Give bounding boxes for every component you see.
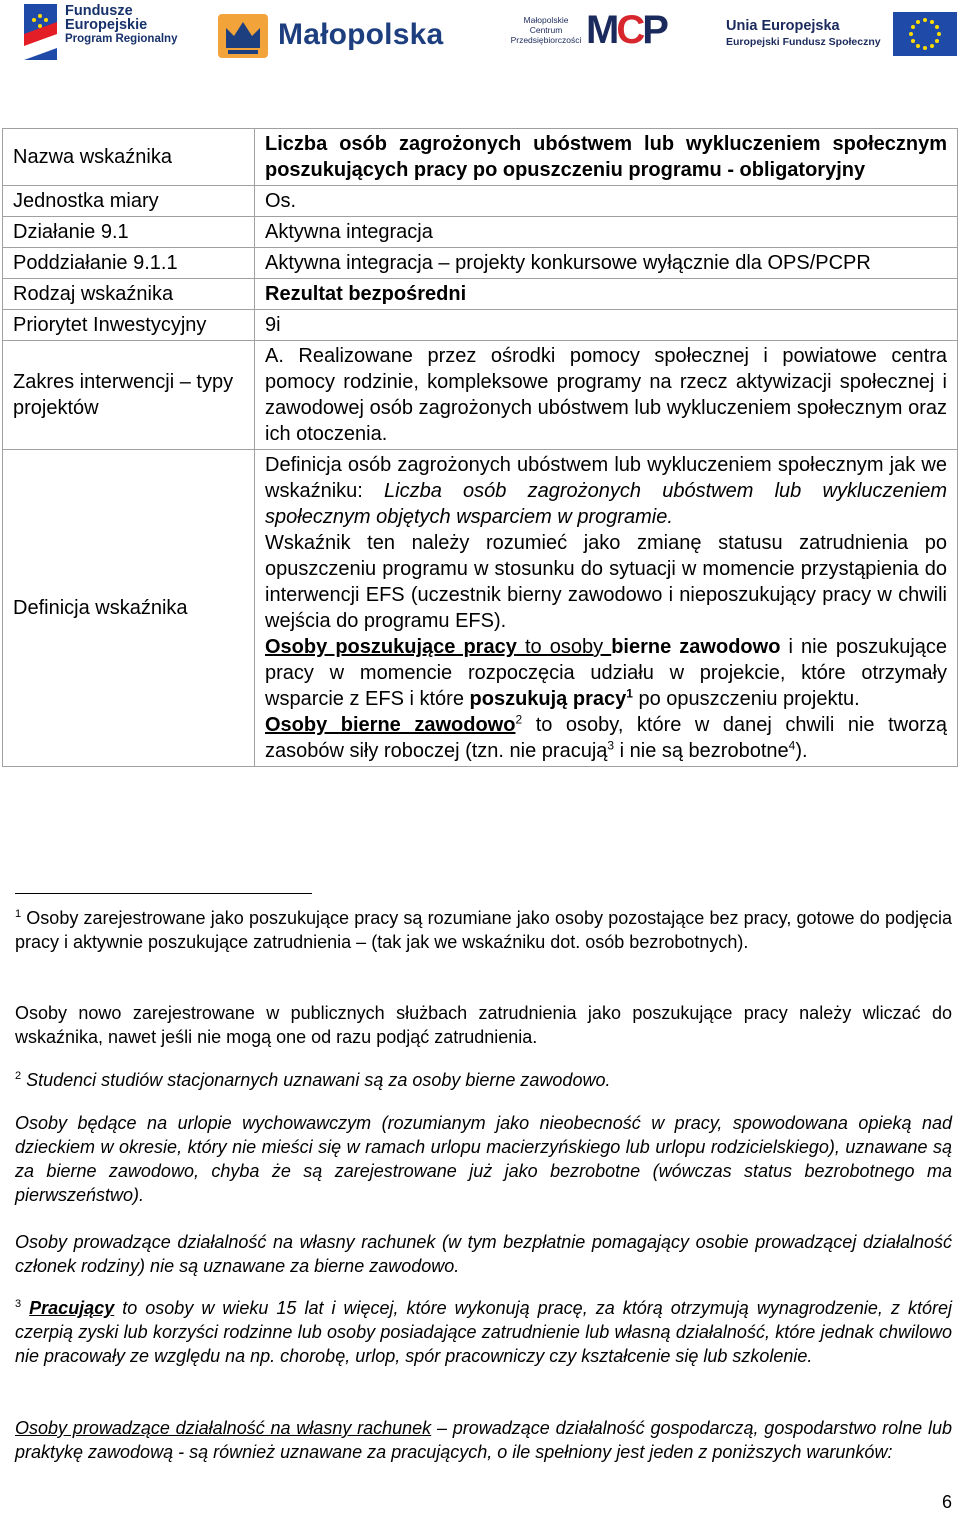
logo-header <box>0 0 960 70</box>
footnote-1b: Osoby nowo zarejestrowane w publicznych służbach zatrudnienia jako poszukujące pracy należy wliczać do wskaźnika, nawet jeśli nie mogą one od razu podjąć zatrudnienia. <box>15 1003 952 1047</box>
table-row <box>3 129 958 186</box>
scope-value: A. Realizowane przez ośrodki pomocy społecznej i powiatowe centra pomocy rodzinie, kompleksowe programy na rzecz aktywizacji społecznej i zawodowej osób zagrożonych ubóstwem lub wykluczeniem społecznym oraz ich otoczenia. <box>255 341 958 450</box>
table-row <box>3 248 958 279</box>
term-job-seekers: Osoby poszukujące pracy <box>265 636 517 658</box>
footnote-2c: Osoby prowadzące działalność na własny rachunek (w tym bezpłatnie pomagający osobie prowadzącej działalność członek rodziny) nie są uznawane za bierne zawodowo. <box>15 1232 952 1276</box>
definition-paragraph-3: Osoby poszukujące pracy to osoby bierne zawodowo i nie poszukujące pracy w momencie rozpoczęcia udziału w projekcie, które otrzymały wsparcie z EFS i które poszukują pracy$^1$ po opuszczeniu projektu. <box>265 636 948 710</box>
footnote-ref-1: 1 <box>626 686 633 701</box>
malopolska-crown-icon <box>218 12 268 58</box>
mcp-big-text: MCP <box>586 8 666 52</box>
row-label: Poddziałanie 9.1.1 <box>3 248 255 279</box>
row-label: Jednostka miary <box>3 186 255 217</box>
table-row <box>3 341 958 450</box>
row-label: Nazwa wskaźnika <box>3 129 255 186</box>
unia-europejska-logo <box>726 12 957 56</box>
indicator-name: Liczba osób zagrożonych ubóstwem lub wykluczeniem społecznym poszukujących pracy po opuszczeniu programu - obligatoryjny <box>255 129 958 186</box>
indicator-type-value: Rezultat bezpośredni <box>255 279 958 310</box>
row-label: Definicja wskaźnika <box>3 450 255 767</box>
term-inactive: Osoby bierne zawodowo <box>265 714 516 736</box>
row-label: Rodzaj wskaźnika <box>3 279 255 310</box>
footnote-separator <box>15 893 312 894</box>
table-row <box>3 450 958 767</box>
malopolska-text: Małopolska <box>278 18 444 51</box>
eu-flag-icon <box>893 12 957 56</box>
footnote-1: $^1$ Osoby zarejestrowane jako poszukujące pracy są rozumiane jako osoby pozostające bez pracy, gotowe do podjęcia pracy i aktywnie poszukujące zatrudnienia – (tak jak we wskaźniku dot. osób bezrobotnych). <box>15 908 952 952</box>
footnote-ref-3: 3 <box>607 738 615 753</box>
footnote-ref-2: 2 <box>515 712 523 727</box>
fe-line2: Europejskie <box>65 17 148 33</box>
footnote-2: $^2$ Studenci studiów stacjonarnych uznawani są za osoby bierne zawodowo. <box>15 1070 611 1090</box>
ue-line2: Europejski Fundusz Społeczny <box>726 36 881 48</box>
table-row <box>3 279 958 310</box>
row-label: Zakres interwencji – typy projektów <box>3 341 255 450</box>
definition-paragraph-2: Wskaźnik ten należy rozumieć jako zmianę statusu zatrudnienia po opuszczeniu programu w stosunku do sytuacji w momencie przystąpienia do interwencji EFS (uczestnik bierny zawodowo i nieposzukujący pracy w chwili wejścia do programu EFS). <box>265 532 947 632</box>
subaction-value: Aktywna integracja – projekty konkursowe wyłącznie dla OPS/PCPR <box>255 248 958 279</box>
definition-value <box>255 450 958 767</box>
indicator-table <box>2 128 958 767</box>
footnote-3b: Osoby prowadzące działalność na własny rachunek – prowadzące działalność gospodarczą, gospodarstwo rolne lub praktykę zawodową - są również uznawane za pracujących, o ile spełniony jest jeden z poniższych warunków: <box>15 1418 952 1462</box>
table-row <box>3 310 958 341</box>
priority-value: 9i <box>255 310 958 341</box>
mcp-small-text: Małopolskie Centrum Przedsiębiorczości <box>510 15 582 45</box>
footnote-3: $^3$ Pracujący to osoby w wieku 15 lat i więcej, które wykonują pracę, za którą otrzymują wynagrodzenie, z której czerpią zyski lub korzyści rodzinne lub osoby posiadające zatrudnienie lub własną działalność, które jednak chwilowo nie pracowały ze względu na np. chorobę, urlop, spór pracowniczy czy kształcenie się lub szkolenie. <box>15 1298 952 1366</box>
action-value: Aktywna integracja <box>255 217 958 248</box>
footnote-2b: Osoby będące na urlopie wychowawczym (rozumianym jako nieobecność w pracy, spowodowana opieką nad dzieckiem w okresie, który nie mieści się w ramach urlopu macierzyńskiego lub urlopu rodzicielskiego), uznawane są za bierne zawodowo, chyba że są zarejestrowane już jako bezrobotne (wówczas status bezrobotnego ma pierwszeństwo). <box>15 1113 952 1205</box>
fe-flag-icon <box>24 4 57 60</box>
table-row <box>3 186 958 217</box>
unit-value: Os. <box>255 186 958 217</box>
row-label: Działanie 9.1 <box>3 217 255 248</box>
fundusze-europejskie-logo <box>24 4 177 60</box>
ue-line1: Unia Europejska <box>726 18 840 34</box>
term-employed: Pracujący <box>29 1298 115 1318</box>
page-number: 6 <box>941 1492 952 1512</box>
fe-line3: Program Regionalny <box>65 33 178 45</box>
mcp-logo <box>510 8 666 52</box>
definition-paragraph-4: Osoby bierne zawodowo$^2$ to osoby, które w danej chwili nie tworzą zasobów siły roboczej (tzn. nie pracują$^3$ i nie są bezrobotne$^4$). <box>265 712 947 762</box>
row-label: Priorytet Inwestycyjny <box>3 310 255 341</box>
fe-line1: Fundusze <box>65 3 133 19</box>
definition-paragraph-1: Definicja osób zagrożonych ubóstwem lub wykluczeniem społecznym jak we wskaźniku: Liczba osób zagrożonych ubóstwem lub wykluczeniem społecznym objętych wsparciem w programie. <box>265 454 947 528</box>
footnote-ref-4: 4 <box>788 738 796 753</box>
table-row <box>3 217 958 248</box>
malopolska-logo <box>218 12 443 58</box>
